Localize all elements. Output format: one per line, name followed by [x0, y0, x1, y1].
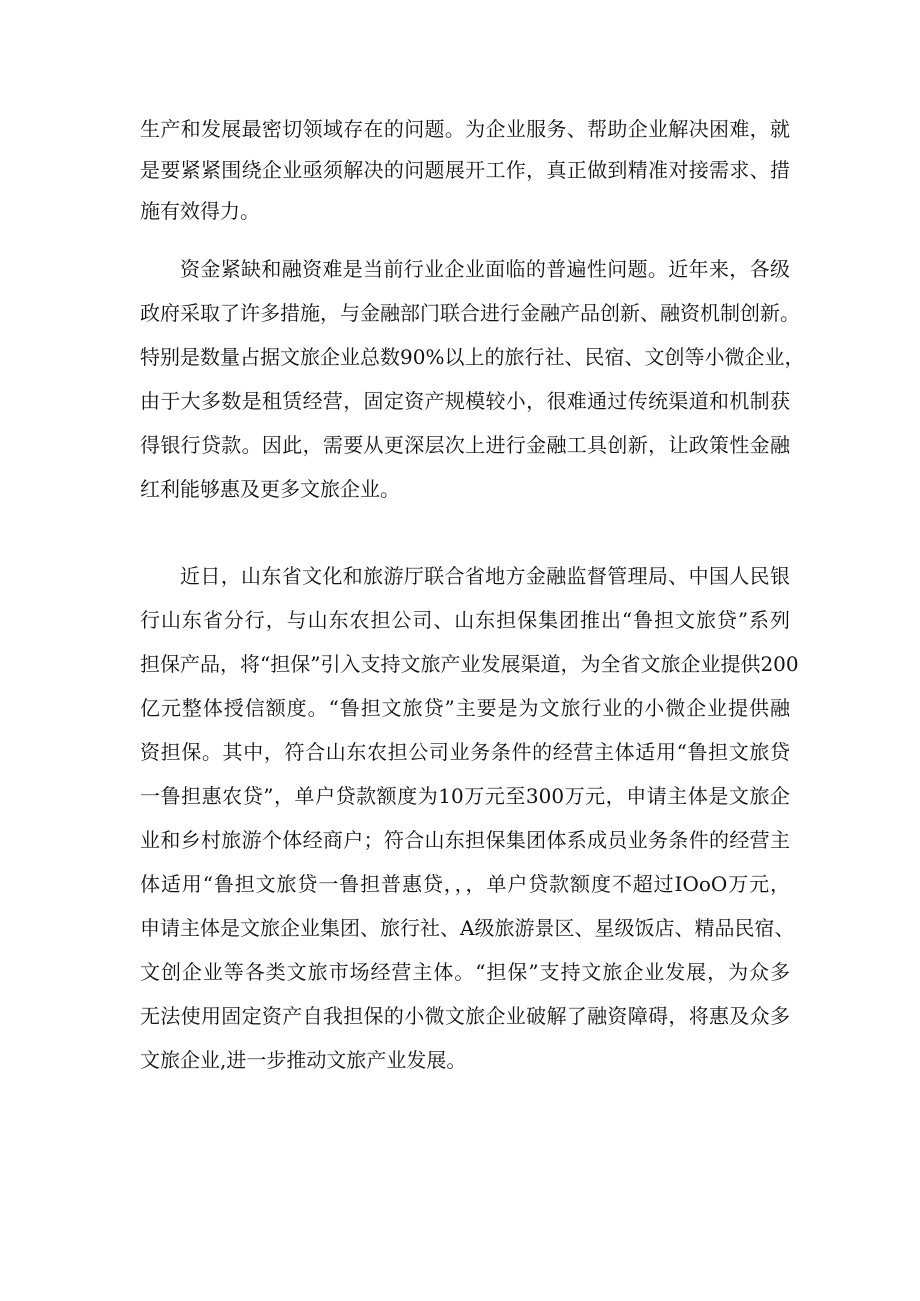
paragraph-line: 申请主体是文旅企业集团、旅行社、A级旅游景区、星级饭店、精品民宿、: [140, 916, 795, 940]
paragraph-line: 业和乡村旅游个体经商户；符合山东担保集团体系成员业务条件的经营主: [140, 828, 790, 852]
paragraph-line: 施有效得力。: [140, 199, 260, 223]
paragraph-line: 无法使用固定资产自我担保的小微文旅企业破解了融资障碍，将惠及众多: [140, 1004, 790, 1028]
paragraph-line: 体适用“鲁担文旅贷一鲁担普惠贷，，，单户贷款额度不超过IOoO万元，: [140, 872, 790, 896]
paragraph-line: 红利能够惠及更多文旅企业。: [140, 477, 400, 501]
paragraph-line: 是要紧紧围绕企业亟须解决的问题展开工作，真正做到精准对接需求、措: [140, 158, 790, 182]
paragraph-line: 生产和发展最密切领域存在的问题。为企业服务、帮助企业解决困难，就: [140, 117, 790, 141]
paragraph-line: 资金紧缺和融资难是当前行业企业面临的普遍性问题。近年来，各级: [180, 257, 790, 281]
paragraph-line: 担保产品，将“担保”引入支持文旅产业发展渠道，为全省文旅企业提供200: [140, 652, 799, 676]
paragraph-line: 特别是数量占据文旅企业总数90%以上的旅行社、民宿、文创等小微企业，: [140, 345, 805, 369]
paragraph-line: 由于大多数是租赁经营，固定资产规模较小，很难通过传统渠道和机制获: [140, 389, 790, 413]
paragraph-line: 文旅企业,进一步推动文旅产业发展。: [140, 1048, 467, 1072]
paragraph-line: 政府采取了许多措施，与金融部门联合进行金融产品创新、融资机制创新。: [140, 301, 800, 325]
paragraph-line: 一鲁担惠农贷”，单户贷款额度为10万元至300万元，申请主体是文旅企: [140, 784, 790, 808]
paragraph-line: 文创企业等各类文旅市场经营主体。“担保”支持文旅企业发展，为众多: [140, 960, 790, 984]
paragraph-line: 得银行贷款。因此，需要从更深层次上进行金融工具创新，让政策性金融: [140, 433, 790, 457]
paragraph-line: 亿元整体授信额度。“鲁担文旅贷”主要是为文旅行业的小微企业提供融: [140, 696, 790, 720]
paragraph-line: 近日，山东省文化和旅游厅联合省地方金融监督管理局、中国人民银: [180, 564, 790, 588]
paragraph-line: 行山东省分行，与山东农担公司、山东担保集团推出“鲁担文旅贷”系列: [140, 608, 790, 632]
paragraph-line: 资担保。其中，符合山东农担公司业务条件的经营主体适用“鲁担文旅贷: [140, 740, 790, 764]
